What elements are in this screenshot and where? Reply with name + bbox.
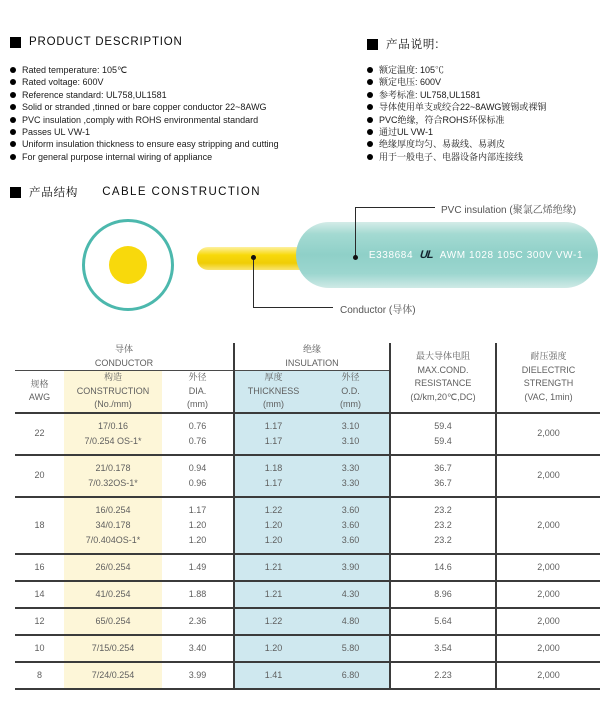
cable-construction-title [10, 184, 261, 200]
ul-recognized-mark-icon: UL [419, 249, 434, 261]
bullet-dot-icon [10, 104, 16, 110]
leader-line [355, 207, 356, 257]
bullet-dot-icon [367, 79, 373, 85]
conductor-cross-section [109, 246, 147, 284]
thickness-cell: 1.20 [234, 635, 312, 662]
bullet-item [367, 101, 601, 113]
bullet-item [10, 76, 362, 88]
thickness-cell: 1.17 1.17 [234, 413, 312, 455]
od-cell: 6.80 [312, 662, 390, 689]
thickness-cell: 1.22 [234, 608, 312, 635]
awg-cell: 12 [15, 608, 64, 635]
bullet-text: PVC insulation ,comply with ROHS environmental standard [22, 114, 259, 125]
black-square-icon [367, 39, 378, 50]
bullet-item [367, 76, 601, 88]
leader-dot-icon [353, 255, 358, 260]
od-column-header: 外径 O.D. (mm) [312, 371, 390, 413]
dia-cell: 1.88 [162, 581, 234, 608]
bullet-dot-icon [10, 117, 16, 123]
construction-cell: 16/0.254 34/0.178 7/0.404OS-1* [64, 497, 162, 554]
construction-cell: 17/0.16 7/0.254 OS-1* [64, 413, 162, 455]
insulation-group-header: 绝缘 INSULATION [234, 343, 390, 371]
bullet-text: Solid or stranded ,tinned or bare copper conductor 22~8AWG [22, 102, 267, 113]
bullet-dot-icon [10, 129, 16, 135]
spec-table-row [15, 455, 600, 497]
product-description-title [10, 36, 183, 48]
spec-table-row [15, 554, 600, 581]
dia-cell: 0.76 0.76 [162, 413, 234, 455]
cable-marking-text: AWM 1028 105C 300V VW-1 [439, 249, 584, 261]
bullet-text: Rated temperature: 105℃ [22, 65, 128, 75]
spec-table-row [15, 662, 600, 689]
od-cell: 4.80 [312, 608, 390, 635]
construction-cell: 7/15/0.254 [64, 635, 162, 662]
thickness-cell: 1.21 [234, 554, 312, 581]
bullet-item [367, 138, 601, 150]
bullet-item [367, 151, 601, 163]
awg-cell: 22 [15, 413, 64, 455]
bullet-item [10, 89, 362, 101]
spec-table-row [15, 581, 600, 608]
dielectric-cell: 2,000 [496, 635, 600, 662]
bullet-text: 用于一般电子、电器设备内部连接线 [379, 151, 524, 162]
thickness-column-header: 厚度 THICKNESS (mm) [234, 371, 312, 413]
awg-cell: 18 [15, 497, 64, 554]
dielectric-cell: 2,000 [496, 497, 600, 554]
resistance-cell: 3.54 [390, 635, 496, 662]
bullet-text: 额定温度: 105℃ [379, 65, 445, 75]
bullet-text: 额定电压: 600V [379, 77, 442, 88]
product-description-cn-title [367, 36, 439, 52]
bullet-item [10, 101, 362, 113]
construction-cell: 26/0.254 [64, 554, 162, 581]
dielectric-cell: 2,000 [496, 581, 600, 608]
bullet-dot-icon [367, 117, 373, 123]
leader-line [355, 207, 435, 208]
bullet-item [367, 64, 601, 76]
awg-column-header: 规格 AWG [15, 371, 64, 413]
spec-table-row [15, 635, 600, 662]
dia-cell: 1.49 [162, 554, 234, 581]
od-cell: 4.30 [312, 581, 390, 608]
dielectric-cell: 2,000 [496, 413, 600, 455]
resistance-cell: 2.23 [390, 662, 496, 689]
bullet-dot-icon [10, 92, 16, 98]
dielectric-cell: 2,000 [496, 554, 600, 581]
bullet-dot-icon [367, 141, 373, 147]
dia-column-header: 外径 DIA. (mm) [162, 371, 234, 413]
bullet-text: Passes UL VW-1 [22, 127, 91, 138]
bullet-dot-icon [367, 154, 373, 160]
od-cell: 3.10 3.10 [312, 413, 390, 455]
dia-cell: 3.40 [162, 635, 234, 662]
conductor-group-header: 导体 CONDUCTOR [15, 343, 234, 371]
bullet-item [367, 126, 601, 138]
product-description-cn-title-text: 产品说明: [386, 39, 440, 51]
construction-cell: 7/24/0.254 [64, 662, 162, 689]
conductor-label: Conductor (导体) [340, 305, 416, 316]
bullet-item [10, 126, 362, 138]
spec-table-row [15, 413, 600, 455]
bullet-dot-icon [367, 92, 373, 98]
od-cell: 3.60 3.60 3.60 [312, 497, 390, 554]
leader-dot-icon [251, 255, 256, 260]
insulation-side-view [296, 222, 598, 288]
construction-cell: 65/0.254 [64, 608, 162, 635]
construction-cell: 41/0.254 [64, 581, 162, 608]
bullet-text: 通过UL VW-1 [379, 127, 434, 138]
leader-line [253, 307, 333, 308]
dia-cell: 2.36 [162, 608, 234, 635]
resistance-column-header: 最大导体电阻 MAX.COND. RESISTANCE (Ω/km,20℃,DC) [390, 343, 496, 413]
resistance-cell: 36.7 36.7 [390, 455, 496, 497]
thickness-cell: 1.41 [234, 662, 312, 689]
construction-column-header: 构造 CONSTRUCTION (No./mm) [64, 371, 162, 413]
product-description-cn-list [367, 64, 601, 163]
dielectric-column-header: 耐压强度 DIELECTRIC STRENGTH (VAC, 1min) [496, 343, 600, 413]
spec-table-row [15, 497, 600, 554]
od-cell: 5.80 [312, 635, 390, 662]
dia-cell: 0.94 0.96 [162, 455, 234, 497]
bullet-dot-icon [367, 67, 373, 73]
bullet-dot-icon [367, 104, 373, 110]
bullet-text: PVC绝缘，符合ROHS环保标准 [379, 114, 505, 125]
cable-cross-section [82, 219, 174, 311]
bullet-item [10, 151, 362, 163]
dia-cell: 3.99 [162, 662, 234, 689]
dia-cell: 1.17 1.20 1.20 [162, 497, 234, 554]
cable-construction-title-en: CABLE CONSTRUCTION [102, 186, 261, 198]
dielectric-cell: 2,000 [496, 662, 600, 689]
bullet-dot-icon [10, 67, 16, 73]
leader-line [253, 258, 254, 307]
resistance-cell: 23.2 23.2 23.2 [390, 497, 496, 554]
construction-cell: 21/0.178 7/0.32OS-1* [64, 455, 162, 497]
dielectric-cell: 2,000 [496, 608, 600, 635]
resistance-cell: 8.96 [390, 581, 496, 608]
bullet-text: Rated voltage: 600V [22, 77, 104, 88]
bullet-text: 绝缘厚度均匀、易裁线、易剥皮 [379, 139, 506, 150]
table-group-header-row [15, 343, 600, 371]
product-description-list [10, 64, 362, 163]
resistance-cell: 59.4 59.4 [390, 413, 496, 455]
resistance-cell: 14.6 [390, 554, 496, 581]
black-square-icon [10, 37, 21, 48]
awg-cell: 16 [15, 554, 64, 581]
pvc-insulation-label: PVC insulation (聚氯乙烯绝缘) [441, 205, 577, 216]
cable-construction-title-cn: 产品结构 [29, 187, 79, 199]
od-cell: 3.30 3.30 [312, 455, 390, 497]
awg-cell: 20 [15, 455, 64, 497]
dielectric-cell: 2,000 [496, 455, 600, 497]
thickness-cell: 1.18 1.17 [234, 455, 312, 497]
bullet-item [10, 114, 362, 126]
awg-cell: 8 [15, 662, 64, 689]
bullet-dot-icon [10, 141, 16, 147]
thickness-cell: 1.21 [234, 581, 312, 608]
spec-table [15, 343, 600, 690]
bullet-item [10, 138, 362, 150]
cable-marking-cert: E338684 [368, 249, 414, 261]
bullet-text: For general purpose internal wiring of appliance [22, 151, 213, 162]
bullet-dot-icon [10, 154, 16, 160]
bullet-text: Reference standard: UL758,UL1581 [22, 89, 167, 100]
spec-table-row [15, 608, 600, 635]
product-description-title-text: PRODUCT DESCRIPTION [29, 36, 183, 48]
bullet-dot-icon [10, 79, 16, 85]
bullet-item [367, 89, 601, 101]
bullet-item [367, 114, 601, 126]
od-cell: 3.90 [312, 554, 390, 581]
bullet-dot-icon [367, 129, 373, 135]
bullet-text: 导体使用单支或绞合22~8AWG镀锡或裸铜 [379, 102, 547, 113]
awg-cell: 14 [15, 581, 64, 608]
thickness-cell: 1.22 1.20 1.20 [234, 497, 312, 554]
awg-cell: 10 [15, 635, 64, 662]
black-square-icon [10, 187, 21, 198]
bullet-text: 参考标准: UL758,UL1581 [379, 89, 481, 100]
bullet-item [10, 64, 362, 76]
resistance-cell: 5.64 [390, 608, 496, 635]
bullet-text: Uniform insulation thickness to ensure easy stripping and cutting [22, 139, 279, 150]
